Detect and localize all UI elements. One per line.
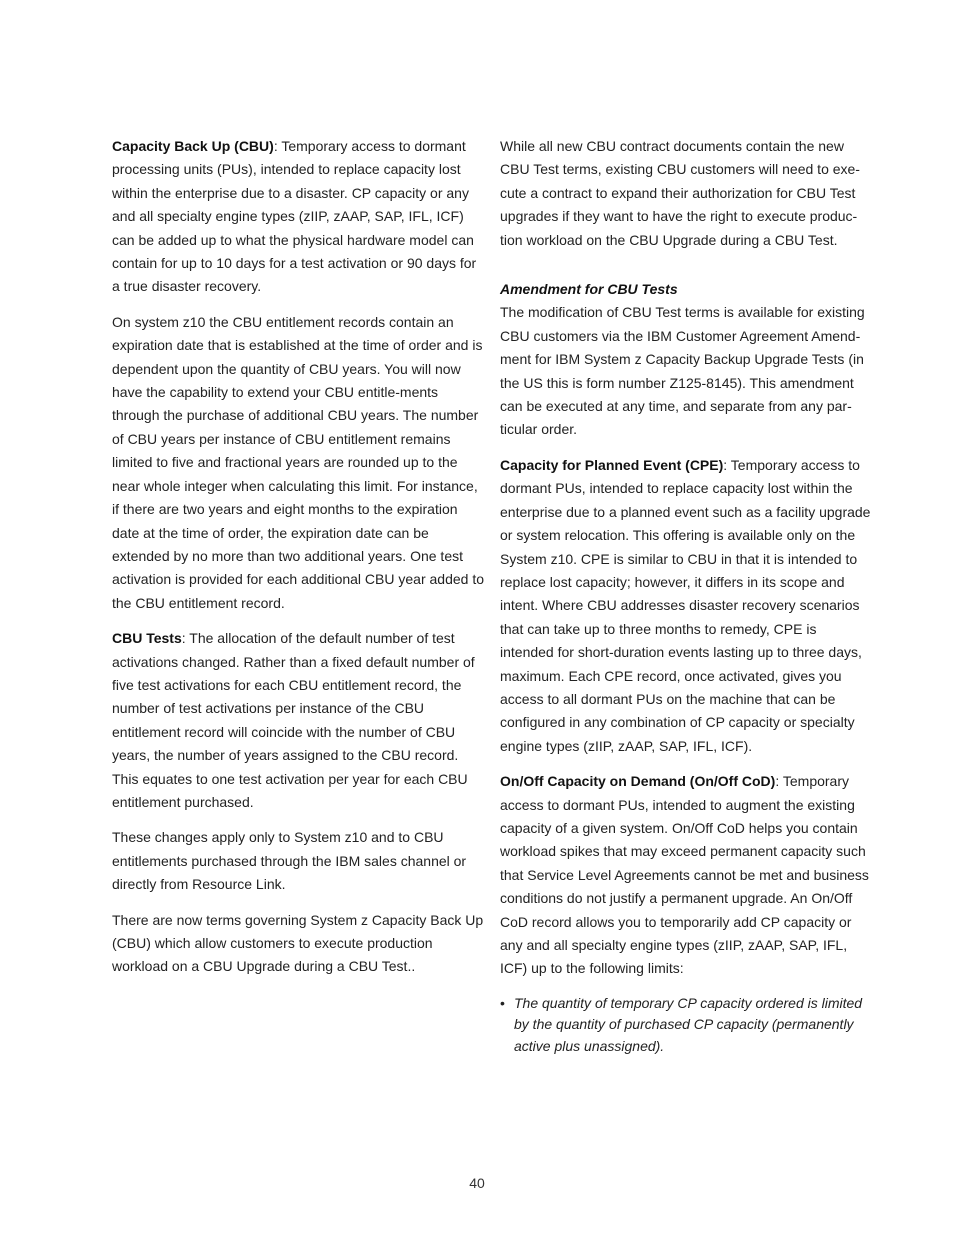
cbu-paragraph: [112, 135, 484, 299]
limits-list: [500, 993, 872, 1058]
onoff-paragraph: [500, 770, 872, 981]
right-column: [500, 135, 872, 1057]
cbu-text: : Temporary access to dormant processing units (PUs), intended to replace capacity lost within the enterprise due to a disaster. CP capacity or any and all specialty engine types (zIIP, zAAP, SAP, IFL, ICF) can be added up to what the physical hardware model can contain for up to 10 days for a test activation or 90 days for a true disaster recovery.: [112, 138, 477, 295]
list-item: [500, 993, 872, 1058]
cbu-tests-paragraph: [112, 627, 484, 814]
amendment-paragraph: The modification of CBU Test terms is available for existing CBU customers via the IBM Customer Agreement Amend-ment for IBM System z Capacity Backup Upgrade Tests (in the US this is form number Z125-8145). This amendment can be executed at any time, and separate from any par-ticular order.: [500, 304, 865, 438]
cpe-text: : Temporary access to dormant PUs, intended to replace capacity lost within the enterprise due to a planned event such as a facility upgrade or system relocation. This offering is available only on the System z10. CPE is similar to CBU in that it is intended to replace lost capacity; however, it differs in its scope and intent. Where CBU addresses disaster recovery scenarios that can take up to three months to remedy, CPE is intended for short-duration events lasting up to three days, maximum. Each CPE record, once activated, gives you access to all dormant PUs on the machine that can be configured in any combination of CP capacity or specialty engine types (zIIP, zAAP, SAP, IFL, ICF).: [500, 456, 871, 754]
bullet-icon: •: [500, 994, 505, 1011]
left-column: [112, 135, 484, 991]
onoff-term: On/Off Capacity on Demand (On/Off CoD): [500, 773, 776, 790]
amendment-heading: Amendment for CBU Tests: [500, 281, 678, 298]
changes-apply-paragraph: These changes apply only to System z10 and to CBU entitlements purchased through the IBM sales channel or directly from Resource Link.: [112, 829, 467, 893]
contract-docs-paragraph: While all new CBU contract documents contain the new CBU Test terms, existing CBU customers will need to exe-cute a contract to expand their authorization for CBU Test upgrades if they want to have the right to execute produc-tion workload on the CBU Upgrade during a CBU Test.: [500, 138, 860, 248]
page-number: 40: [469, 1175, 485, 1191]
cbu-tests-term: CBU Tests: [112, 630, 182, 647]
terms-governing-paragraph: There are now terms governing System z Capacity Back Up (CBU) which allow customers to execute production workload on a CBU Upgrade during a CBU Test..: [112, 911, 484, 975]
cbu-term: Capacity Back Up (CBU): [112, 138, 274, 154]
cbu-tests-text: : The allocation of the default number of test activations changed. Rather than a fixed default number of five test activations for each CBU entitlement record, the number of test activations per instance of the CBU entitlement record will coincide with the number of CBU years, the number of years assigned to the CBU record. This equates to one test activation per year for each CBU entitlement purchased.: [112, 630, 475, 810]
z10-records-paragraph: On system z10 the CBU entitlement records contain an expiration date that is established at the time of order and is dependent upon the quantity of CBU years. You will now have the capability to extend your CBU entitle-ments through the purchase of additional CBU years. The number of CBU years per instance of CBU entitlement remains limited to five and fractional years are rounded up to the near whole integer when calculating this limit. For instance, if there are two years and eight months to the expiration date at the time of order, the expiration date can be extended by no more than two additional years. One test activation is provided for each additional CBU year added to the CBU entitlement record.: [112, 313, 484, 611]
list-item-text: The quantity of temporary CP capacity ordered is limited by the quantity of purchased CP capacity (permanently active plus unassigned).: [514, 994, 863, 1054]
onoff-text: : Temporary access to dormant PUs, intended to augment the existing capacity of a given system. On/Off CoD helps you contain workload spikes that may exceed permanent capacity such that Service Level Agreements cannot be met and business conditions do not justify a permanent upgrade. An On/Off CoD record allows you to temporarily add CP capacity or any and all specialty engine types (zIIP, zAAP, SAP, IFL, ICF) up to the following limits:: [500, 773, 869, 977]
cpe-term: Capacity for Planned Event (CPE): [500, 456, 724, 473]
cpe-paragraph: [500, 454, 872, 758]
